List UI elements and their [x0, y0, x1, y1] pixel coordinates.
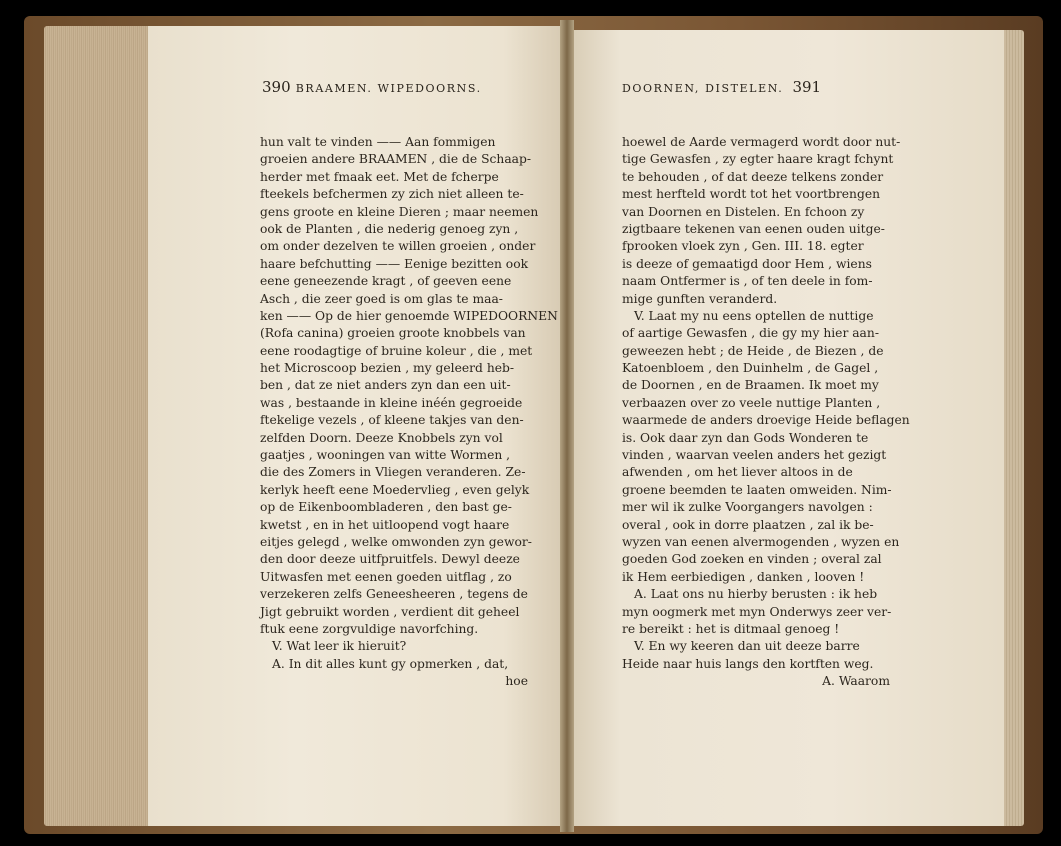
- text-line: Jigt gebruikt worden , verdient dit geheel: [260, 604, 520, 619]
- text-line: groeien andere BRAAMEN , die de Schaap-: [260, 152, 532, 167]
- text-line: goeden God zoeken en vinden ; overal zal: [622, 552, 882, 567]
- text-line: was , bestaande in kleine inéén gegroeide: [260, 395, 523, 410]
- text-line: den door deeze uitfpruitfels. Dewyl deeze: [260, 552, 520, 567]
- text-line: V. Laat my nu eens optellen de nuttige: [634, 308, 874, 323]
- text-line: Katoenbloem , den Duinhelm , de Gagel ,: [622, 361, 879, 376]
- right-page-number: 391: [792, 78, 822, 96]
- text-line: mige gunften veranderd.: [622, 291, 778, 306]
- text-line: eene roodagtige of bruine koleur , die , met: [260, 343, 533, 358]
- left-page-number: 390: [262, 78, 291, 96]
- text-line: (Rofa canina) groeien groote knobbels van: [260, 326, 526, 341]
- right-running-head: DOORNEN, DISTELEN.: [622, 82, 784, 95]
- text-line: mest herfteld wordt tot het voortbrengen: [622, 187, 881, 202]
- text-line: verzekeren zelfs Geneesheeren , tegens de: [260, 587, 528, 602]
- text-line: re bereikt : het is ditmaal genoeg !: [622, 621, 840, 636]
- text-line: Asch , die zeer goed is om glas te maa-: [260, 291, 503, 306]
- text-line: A. Laat ons nu hierby berusten : ik heb: [634, 587, 878, 602]
- left-running-head: BRAAMEN. WIPEDOORNS.: [295, 82, 482, 95]
- text-line: ken —— Op de hier genoemde WIPEDOORNEN: [260, 308, 558, 323]
- text-line: te behouden , of dat deeze telkens zonder: [622, 169, 884, 184]
- text-line: ook de Planten , die nederig genoeg zyn ,: [260, 221, 519, 236]
- text-line: waarmede de anders droevige Heide beflagen: [622, 413, 910, 428]
- text-line: het Microscoop bezien , my geleerd heb-: [260, 361, 515, 376]
- text-line: Heide naar huis langs den kortften weg.: [622, 656, 874, 671]
- text-line: vinden , waarvan veelen anders het gezigt: [622, 448, 887, 463]
- left-page-header: [262, 78, 482, 98]
- text-line: overal , ook in dorre plaatzen , zal ik be-: [622, 517, 874, 532]
- page-edges-right: [1002, 30, 1024, 826]
- text-line: A. Waarom: [822, 674, 890, 689]
- text-line: groene beemden te laaten omweiden. Nim-: [622, 482, 892, 497]
- text-line: die des Zomers in Vliegen veranderen. Ze-: [260, 465, 526, 480]
- text-line: of aartige Gewasfen , die gy my hier aan-: [622, 326, 879, 341]
- text-line: tige Gewasfen , zy egter haare kragt fchynt: [622, 152, 894, 167]
- text-line: gens groote en kleine Dieren ; maar neemen: [260, 204, 539, 219]
- text-line: A. In dit alles kunt gy opmerken , dat,: [272, 656, 509, 671]
- text-line: op de Eikenboombladeren , den bast ge-: [260, 500, 512, 515]
- text-line: is. Ook daar zyn dan Gods Wonderen te: [622, 430, 869, 445]
- right-page-header: [622, 78, 821, 98]
- text-line: ftuk eene zorgvuldige navorfching.: [260, 621, 479, 636]
- text-line: hoewel de Aarde vermagerd wordt door nut-: [622, 135, 901, 149]
- text-line: ftekelige vezels , of kleene takjes van den-: [260, 413, 524, 428]
- text-line: geweezen hebt ; de Heide , de Biezen , de: [622, 343, 884, 358]
- text-line: de Doornen , en de Braamen. Ik moet my: [622, 378, 879, 393]
- text-line: zigtbaare tekenen van eenen ouden uitge-: [622, 221, 885, 236]
- text-line: om onder dezelven te willen groeien , onder: [260, 239, 536, 254]
- right-page-body: [622, 134, 910, 691]
- text-line: herder met fmaak eet. Met de fcherpe: [260, 169, 499, 184]
- text-line: ben , dat ze niet anders zyn dan een uit-: [260, 378, 511, 393]
- text-line: naam Ontfermer is , of ten deele in fom-: [622, 274, 873, 289]
- text-line: mer wil ik zulke Voorgangers navolgen :: [622, 500, 873, 515]
- text-line: zelfden Doorn. Deeze Knobbels zyn vol: [260, 430, 503, 445]
- text-line: haare befchutting —— Eenige bezitten ook: [260, 256, 529, 271]
- text-line: kwetst , en in het uitloopend vogt haare: [260, 517, 510, 532]
- text-line: verbaazen over zo veele nuttige Planten ,: [622, 395, 881, 410]
- text-line: Uitwasfen met eenen goeden uitflag , zo: [260, 569, 512, 584]
- text-line: kerlyk heeft eene Moedervlieg , even gelyk: [260, 482, 530, 497]
- text-line: wyzen van eenen alvermogenden , wyzen en: [622, 534, 900, 549]
- text-line: eene geneezende kragt , of geeven eene: [260, 274, 512, 289]
- text-line: ik Hem eerbiedigen , danken , looven !: [622, 569, 865, 584]
- text-line: eitjes gelegd , welke omwonden zyn gewor-: [260, 534, 532, 549]
- text-line: V. Wat leer ik hieruit?: [272, 639, 407, 654]
- text-line: hun valt te vinden —— Aan fommigen: [260, 135, 496, 149]
- text-line: gaatjes , wooningen van witte Wormen ,: [260, 448, 511, 463]
- text-line: V. En wy keeren dan uit deeze barre: [634, 639, 860, 654]
- text-line: hoe: [505, 674, 528, 689]
- text-line: myn oogmerk met myn Onderwys zeer ver-: [622, 604, 892, 619]
- text-line: van Doornen en Distelen. En fchoon zy: [622, 204, 865, 219]
- left-page-body: [260, 134, 558, 691]
- text-line: fteekels befchermen zy zich niet alleen te-: [260, 187, 524, 202]
- book-gutter: [560, 20, 574, 832]
- page-edges-left: [44, 26, 148, 826]
- text-line: is deeze of gemaatigd door Hem , wiens: [622, 256, 872, 271]
- text-line: fprooken vloek zyn , Gen. III. 18. egter: [622, 239, 864, 254]
- text-line: afwenden , om het liever altoos in de: [622, 465, 853, 480]
